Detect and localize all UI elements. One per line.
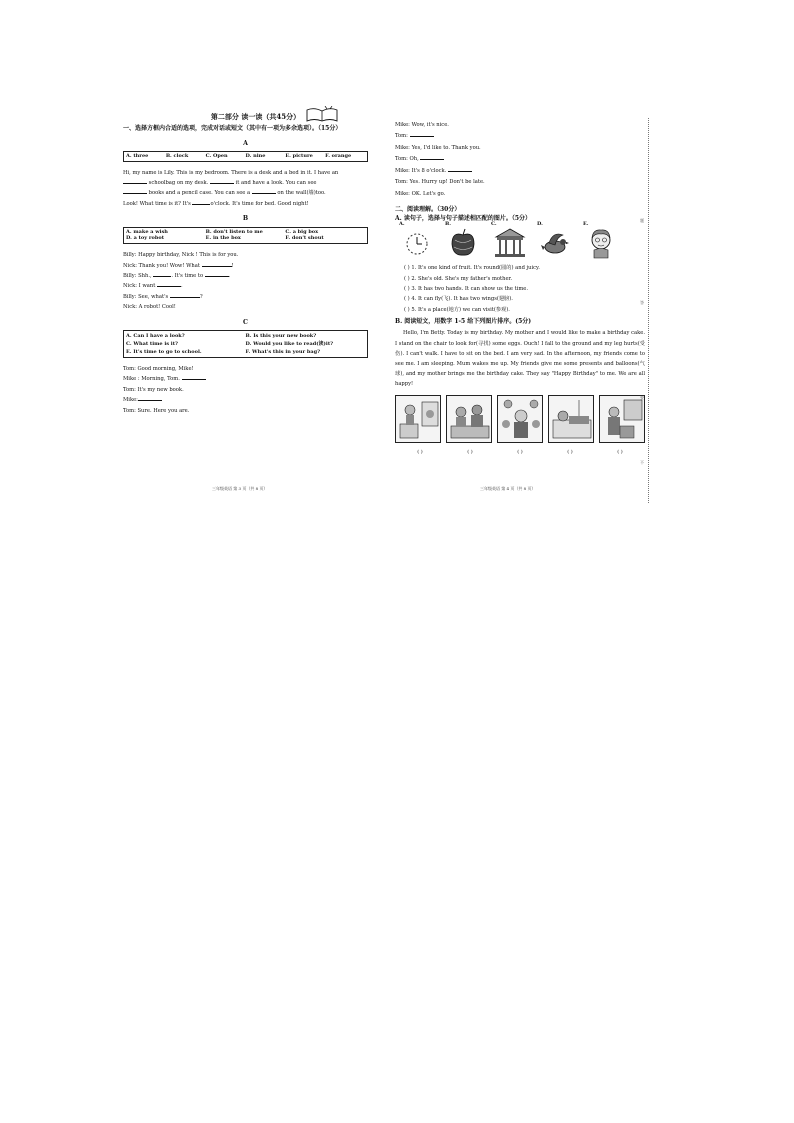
answer-blank[interactable] [123,179,147,184]
option: F. don't shout [285,235,324,242]
matching-questions [404,263,645,315]
right-page [395,120,645,456]
section-a-passage: Hi, my name is Lily. This is my bedroom. There is a desk and a bed in it. I have an schoolbag on my desk. it and have a look. You can see books and a pencil case. You can see a on the wall(墙)too. Look! What time is it? It's o'clock. It's time for bed. Good night! [123,169,339,207]
scene-picture-1 [395,395,441,443]
answer-blank[interactable] [202,262,232,267]
part-title: 第二部分 读一读（共45分） [143,112,368,121]
order-blank[interactable]: ( ) [417,449,423,456]
left-footer: 三年级英语 第 3 页（共 8 页） [212,486,268,491]
story-passage: Hello, I'm Betty. Today is my birthday. My mother and I would like to make a birthday cake. I stand on the chair to look for(寻找) some eggs. Ouch! I fall to the ground and my leg hurts(受伤). I can't walk. I have to sit on the bed. I am very sad. In the afternoon, my friends come to see me. I am sleeping. Mum wakes me up. My friends give me some presents and balloons(气球), and my mother brings me the birthday cake. They say "Happy Birthday" to me. We are all happy! [395,330,645,388]
answer-blank[interactable] [153,272,171,277]
picture-d: D. [539,225,571,259]
answer-blank[interactable] [138,396,162,401]
margin-mark: 答 [640,300,644,305]
picture-c: C. [493,225,525,259]
question-item: ( ) 5. It's a place(地方) we can visit(参观). [404,306,510,313]
open-book-icon [305,106,339,122]
section-c-dialog-continued: Mike: Wow, it's nice. Tom: Mike: Yes, I'd like to. Thank you. Tom: Oh, Mike: It's 8 o'clock. Tom: Yes. Hurry up! Don't be late. Mike: OK. Let's go. [395,122,485,197]
answer-blank[interactable] [252,189,276,194]
scene-picture-2 [446,395,492,443]
question-item: ( ) 3. It has two hands. It can show us the time. [404,286,528,293]
answer-blank[interactable] [157,282,181,287]
scene-picture-5 [599,395,645,443]
answer-blank[interactable] [123,189,147,194]
clock-icon [401,225,433,259]
right-footer: 三年级英语 第 4 页（共 8 页） [480,486,536,491]
order-blank[interactable]: ( ) [517,449,523,456]
option: A. Can I have a look? [126,332,185,339]
option: C. Open [205,152,228,159]
section-b-label: B [242,215,249,223]
section-b-dialog: Billy: Happy birthday, Nick ! This is for you. Nick: Thank you! Wow! What ! Billy: Shh., . It's time to . Nick: I want . Billy: See, what's ? Nick: A robot! Cool! [123,252,239,311]
order-blank[interactable]: ( ) [467,449,473,456]
picture-e: E. [585,225,617,259]
option: D. nine [245,152,266,159]
option: C. a big box [285,228,319,235]
answer-blank[interactable] [170,293,200,298]
scene-pictures [395,395,645,443]
question-item: ( ) 1. It's one kind of fruit. It's round(圆的) and juicy. [404,265,540,272]
option: B. don't listen to me [205,228,263,235]
option: E. picture [285,152,313,159]
section-c-options [123,330,368,358]
scene-picture-3 [497,395,543,443]
question-1-heading: 一、选择方框内合适的选项，完成对话或短文（其中有一项为多余选项）。（15分） [123,125,342,133]
picture-options [399,221,645,259]
answer-blank[interactable] [192,200,210,205]
option: D. a toy robot [126,235,165,242]
question-item: ( ) 2. She's old. She's my father's mother. [404,275,513,282]
answer-blank[interactable] [182,375,206,380]
option: D. Would you like to read(读)it? [245,340,334,347]
margin-mark: 要 [640,395,644,400]
left-page [123,112,368,416]
grandmother-icon [585,225,617,259]
scene-picture-4 [548,395,594,443]
apple-icon [447,225,479,259]
option: C. What time is it? [126,340,178,347]
margin-mark: 不 [640,460,644,465]
answer-blank[interactable] [410,132,434,137]
order-blank[interactable]: ( ) [617,449,623,456]
option: B. Is this your new book? [245,332,317,339]
section-a-label: A [243,139,248,147]
option: E. in the box [205,235,241,242]
question-2a-heading: A. 读句子，选择与句子描述相匹配的图片。（5分） [395,215,532,223]
option: A. three [126,152,149,159]
section-c-label: C [243,318,248,326]
section-b-options [123,227,368,245]
answer-blank[interactable] [205,272,229,277]
option: B. clock [165,152,189,159]
option: F. What's this in your bag? [245,348,321,355]
binding-line [648,118,649,503]
question-item: ( ) 4. It can fly(飞). It has two wings(翅膀). [404,296,513,303]
answer-blank[interactable] [448,167,472,172]
section-a-options [123,151,368,162]
picture-b: B. [447,225,479,259]
answer-blank[interactable] [210,179,234,184]
section-c-dialog: Tom: Good morning, Mike! Mike : Morning, Tom. Tom: It's my new book. Mike: Tom: Sure. Here you are. [123,364,368,416]
order-blank[interactable]: ( ) [567,449,573,456]
bird-icon [539,225,571,259]
ordering-answers [395,449,645,456]
picture-a: A. [401,225,433,259]
answer-blank[interactable] [420,155,444,160]
question-2-heading: 二、阅读理解。（30分） [395,206,461,214]
option: A. make a wish [126,228,168,235]
building-icon [493,225,527,259]
option: E. It's time to go to school. [126,348,202,355]
option: F. orange [325,152,352,159]
question-2b-heading: B. 阅读短文，用数字 1-5 给下列图片排序。(5分) [395,318,532,326]
margin-mark: 题 [640,218,644,223]
